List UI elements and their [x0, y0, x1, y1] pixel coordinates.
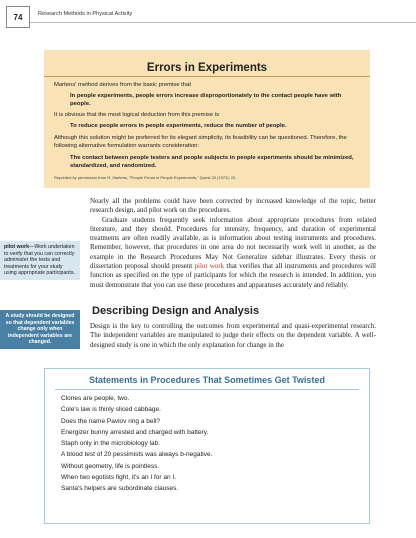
errors-box-credit: Reprinted by permission from R. Martens, "People Errors in People Experiments," Quest 20 (1973): 22. [54, 175, 237, 180]
statement-item: Energizer bunny arrested and charged with battery. [61, 428, 209, 436]
page-number: 74 [6, 6, 30, 28]
statements-list [61, 393, 212, 495]
definition-text: —Work undertaken to verify that you can correctly administer the tests and treatments for your study using appropriate participants. [4, 244, 75, 277]
header-rule [30, 22, 416, 23]
body-text-lower [90, 322, 376, 350]
body-paragraph-3: Design is the key to controlling the outcomes from experimental and quasi-experimental research. The independent variables are manipulated to judge their effects on the dependent variable. A well-designed study is one in which the only explanation for change in the [90, 322, 376, 349]
statements-titlebar [55, 372, 359, 390]
body-paragraph-1: Nearly all the problems could have been corrected by increased knowledge of the topic, better research design, and pilot work on the procedures. [90, 197, 376, 215]
statement-item: Staph only in the microbiology lab. [61, 440, 161, 448]
statements-title: Statements in Procedures That Sometimes Get Twisted [89, 375, 325, 385]
statement-item: Cole's law is thinly sliced cabbage. [61, 406, 161, 414]
statements-box [44, 368, 370, 524]
statement-item: Clones are people, two. [61, 395, 130, 402]
errors-box-p1: Martens' method derives from the basic premise that [54, 82, 191, 88]
pilot-work-keyword: pilot work [194, 262, 225, 271]
errors-box-deduction: To reduce people errors in people experiments, reduce the number of people. [70, 123, 287, 129]
errors-box-p5: Although this solution might be preferred for its elegant simplicity, its feasibility can be questioned. Therefore, the following alternative formulation warrants consideration: [54, 135, 347, 150]
statement-item: Does the name Pavlov ring a bell? [61, 417, 161, 425]
design-note-sidebar: A study should be designed so that dependent variables change only when independent variables are changed. [0, 310, 80, 349]
errors-box-divider [44, 76, 370, 77]
body-paragraph-2-start: Graduate students frequently seek information about appropriate procedures from related literature, and they should. Procedures for intensity, frequency, and duration of experimental treatments are often readily available, as is information about testing instruments and procedures. Remember, however, that procedures in one area do not necessarily work well in another, as the example in the Research Procedures May Not Generalize sidebar illustrates. Every thesis or dissertation proposal should present [90, 215, 376, 271]
definition-term: pilot work [4, 244, 30, 250]
statement-item: Santa's helpers are subordinate clauses. [61, 485, 179, 493]
body-paragraph-2 [90, 216, 376, 290]
errors-in-experiments-box [44, 50, 370, 188]
errors-box-p3: It is obvious that the most logical deduction from this premise is [54, 112, 220, 118]
statement-item: Without geometry, life is pointless. [61, 462, 160, 470]
pilot-work-definition-sidebar [0, 241, 80, 280]
running-head: Research Methods in Physical Activity [38, 11, 133, 17]
body-paragraph-2-end: that verifies that all instruments and procedures will function as specified on the type of participants for which the research is intended. In addition, you must demonstrate that you can use these procedures and apparatuses accurately and reliably. [90, 262, 376, 289]
errors-box-premise: In people experiments, people errors increase disproportionately to the contact people have with people. [70, 93, 342, 108]
statement-item: A blood test of 20 pessimists was always b-negative. [61, 451, 213, 459]
errors-box-title: Errors in Experiments [146, 62, 268, 74]
section-heading: Describing Design and Analysis [92, 305, 260, 317]
body-text-upper [90, 197, 376, 290]
errors-box-alternative: The contact between people testers and people subjects in people experiments should be minimized, standardized, and randomized. [70, 155, 354, 170]
statement-item: When two egotists fight, it's an I for an I. [61, 474, 177, 482]
